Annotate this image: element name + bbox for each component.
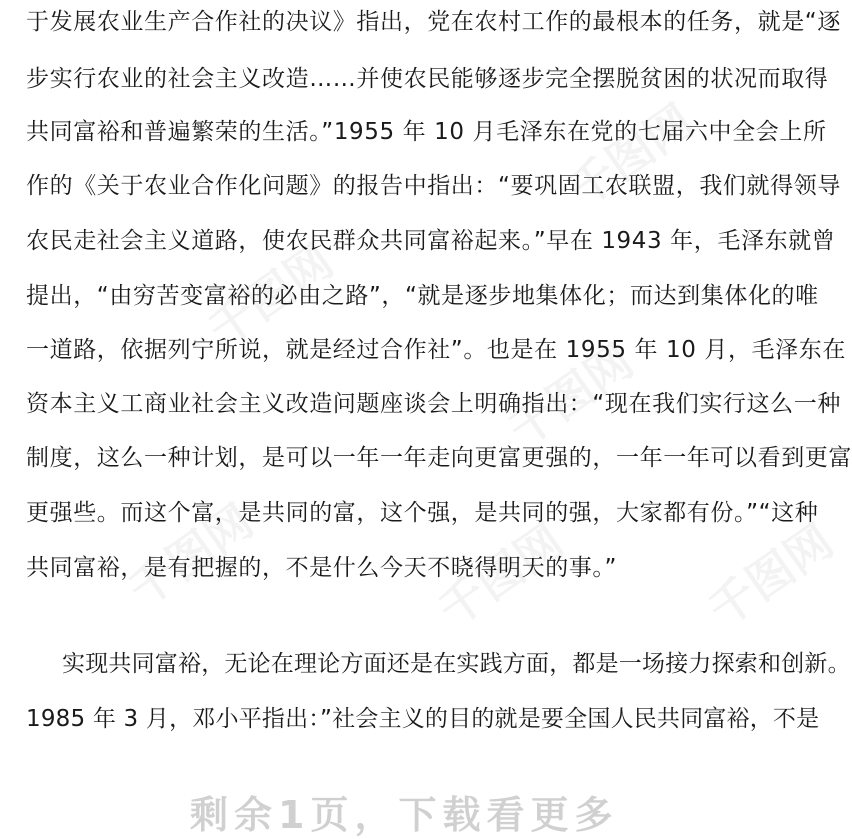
watermark: 千图网: [498, 333, 643, 458]
text-line: 实现共同富裕，无论在理论方面还是在实践方面，都是一场接力探索和创新。: [62, 651, 851, 677]
text-line: 一道路，依据列宁所说，就是经过合作社”。也是在 1955 年 10 月，毛泽东在: [26, 337, 846, 363]
text-line: 农民走社会主义道路，使农民群众共同富裕起来。”早在 1943 年，毛泽东就曾: [26, 228, 836, 254]
text-line: 更强些。而这个富，是共同的富，这个强，是共同的强，大家都有份。”“这种: [26, 500, 819, 526]
watermark: 千图网: [698, 513, 843, 638]
text-line: 资本主义工商业社会主义改造问题座谈会上明确指出：“现在我们实行这么一种: [26, 391, 841, 417]
download-more-label: 剩余1页，下载看更多: [190, 793, 619, 837]
text-line: 制度，这么一种计划，是可以一年一年走向更富更强的，一年一年可以看到更富: [26, 445, 852, 471]
text-line: 步实行农业的社会主义改造……并使农民能够逐步完全摆脱贫困的状况而取得: [26, 66, 829, 92]
text-line: 1985 年 3 月，邓小平指出：”社会主义的目的就是要全国人民共同富裕，不是: [26, 706, 820, 732]
text-line: 作的《关于农业合作化问题》的报告中指出：“要巩固工农联盟，我们就得领导: [26, 173, 841, 199]
text-line: 共同富裕，是有把握的，不是什么今天不晓得明天的事。”: [26, 555, 618, 581]
text-line: 于发展农业生产合作社的决议》指出，党在农村工作的最根本的任务，就是“逐: [26, 9, 841, 35]
text-line: 共同富裕和普遍繁荣的生活。”1955 年 10 月毛泽东在党的七届六中全会上所: [26, 119, 827, 145]
download-more-banner[interactable]: [0, 770, 800, 837]
watermark: 千图网: [198, 233, 343, 358]
watermark: 千图网: [428, 513, 573, 638]
watermark: 千图网: [118, 493, 263, 618]
text-line: 提出，“由穷苦变富裕的必由之路”，“就是逐步地集体化；而达到集体化的唯: [26, 283, 819, 309]
watermark: 千图网: [558, 93, 703, 218]
